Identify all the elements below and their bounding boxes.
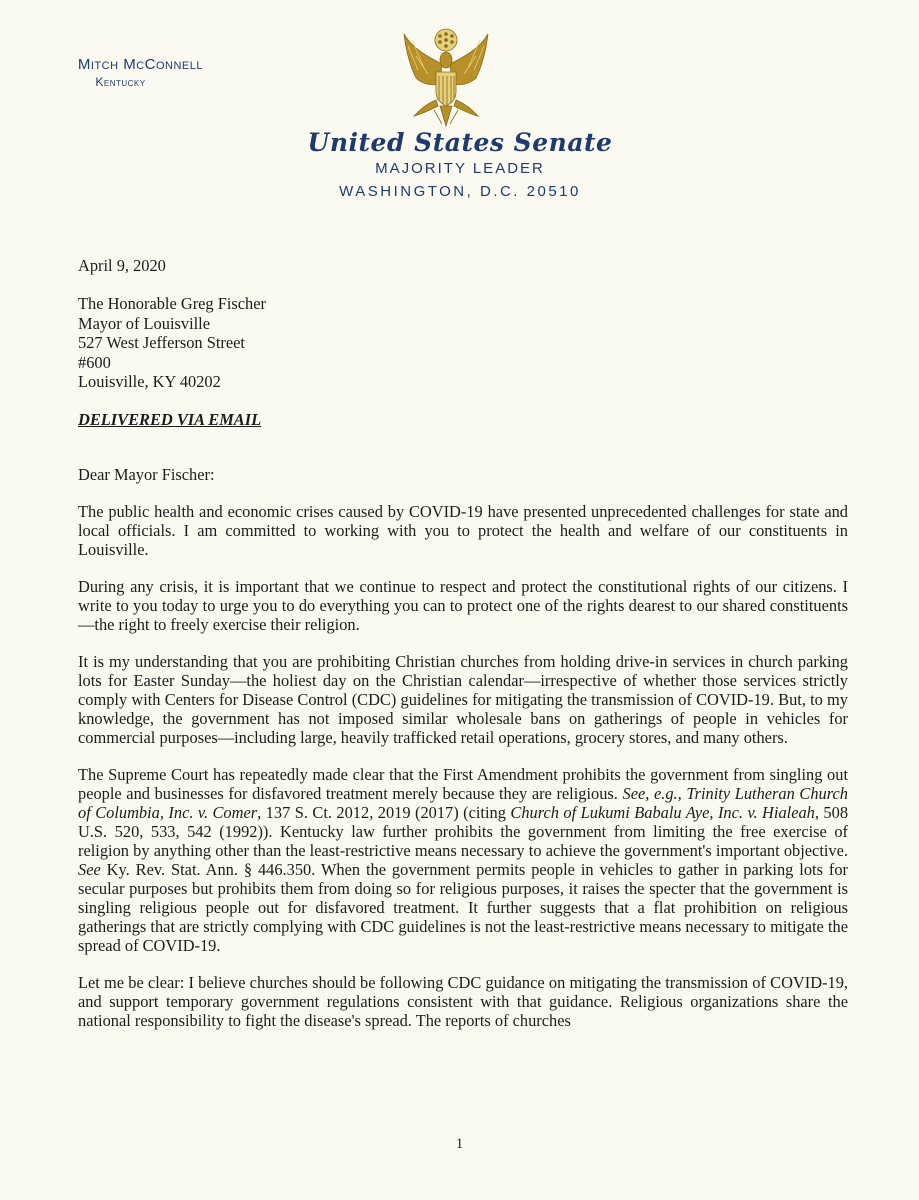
senator-state: Kentucky [95, 75, 146, 89]
citation-signal: See, e.g., [622, 783, 682, 803]
paragraph-3: It is my understanding that you are prohibiting Christian churches from holding drive-in services in church parking lots for Easter Sunday—the holiest day on the Christian calendar—irrespective of whether those services strictly comply with Centers for Disease Control (CDC) guidelines for mitigating the transmission of COVID-19. But, to my knowledge, the government has not imposed similar wholesale bans on gatherings of people in vehicles for commercial purposes—including large, heavily trafficked retail operations, grocery stores, and many others. [78, 651, 848, 747]
great-seal-eagle-icon [396, 26, 496, 134]
recipient-line: Louisville, KY 40202 [78, 372, 221, 391]
letter-date: April 9, 2020 [78, 256, 166, 275]
institution-title: United States Senate [307, 128, 613, 157]
paragraph-4-text: The Supreme Court has repeatedly made clear that the First Amendment prohibits the government from singling out people and businesses for disfavored treatment merely because they are religious. [78, 764, 848, 803]
case-name: Trinity Lutheran Church of Columbia, Inc. v. Comer [78, 783, 848, 822]
paragraph-2: During any crisis, it is important that we continue to respect and protect the constitutional rights of our citizens. I write to you today to urge you to do everything you can to protect one of the rights dearest to our shared constituents—the right to freely exercise their religion. [78, 576, 848, 634]
paragraph-1: The public health and economic crises caused by COVID-19 have presented unprecedented challenges for state and local officials. I am committed to working with you to protect the health and welfare of our constituents in Louisville. [78, 501, 848, 559]
office-address: WASHINGTON, D.C. 20510 [339, 183, 581, 200]
recipient-line: Mayor of Louisville [78, 313, 211, 333]
case-name: Church of Lukumi Babalu Aye, Inc. v. Hialeah [510, 802, 815, 822]
citation-text: , 508 U.S. 520, 533, 542 (1992)). Kentucky law further prohibits the government from limiting the free exercise of religion by anything other than the least-restrictive means necessary to achieve the government's important objective. [78, 802, 849, 860]
recipient-line: 527 West Jefferson Street [78, 333, 245, 352]
citation-text: Ky. Rev. Stat. Ann. § 446.350. When the government permits people in vehicles to gather in parking lots for secular purposes but prohibits them from doing so for religious purposes, it raises the specter that the government is singling religious people out for disfavored treatment. It further suggests that a flat prohibition on religious gatherings that are strictly complying with CDC guidelines is not the least-restrictive means necessary to mitigate the spread of COVID-19. [78, 859, 848, 955]
page-number: 1 [455, 1136, 464, 1152]
recipient-line: #600 [78, 352, 111, 372]
senator-block [18, 56, 203, 89]
citation-text: , 137 S. Ct. 2012, 2019 (2017) (citing [257, 802, 506, 822]
paragraph-4 [78, 765, 848, 955]
delivery-note: DELIVERED VIA EMAIL [78, 409, 262, 429]
paragraph-5: Let me be clear: I believe churches should be following CDC guidance on mitigating the transmission of COVID-19, and support temporary government regulations consistent with that guidance. Religious organizations share the national responsibility to fight the disease's spread. The reports of churches [78, 972, 848, 1030]
recipient-address [78, 294, 848, 392]
letter-body [78, 256, 848, 1030]
senator-name: Mitch McConnell [77, 56, 203, 73]
salutation: Dear Mayor Fischer: [78, 464, 215, 484]
recipient-line: The Honorable Greg Fischer [78, 294, 266, 313]
office-title: MAJORITY LEADER [375, 160, 545, 177]
citation-signal: See [78, 859, 101, 879]
